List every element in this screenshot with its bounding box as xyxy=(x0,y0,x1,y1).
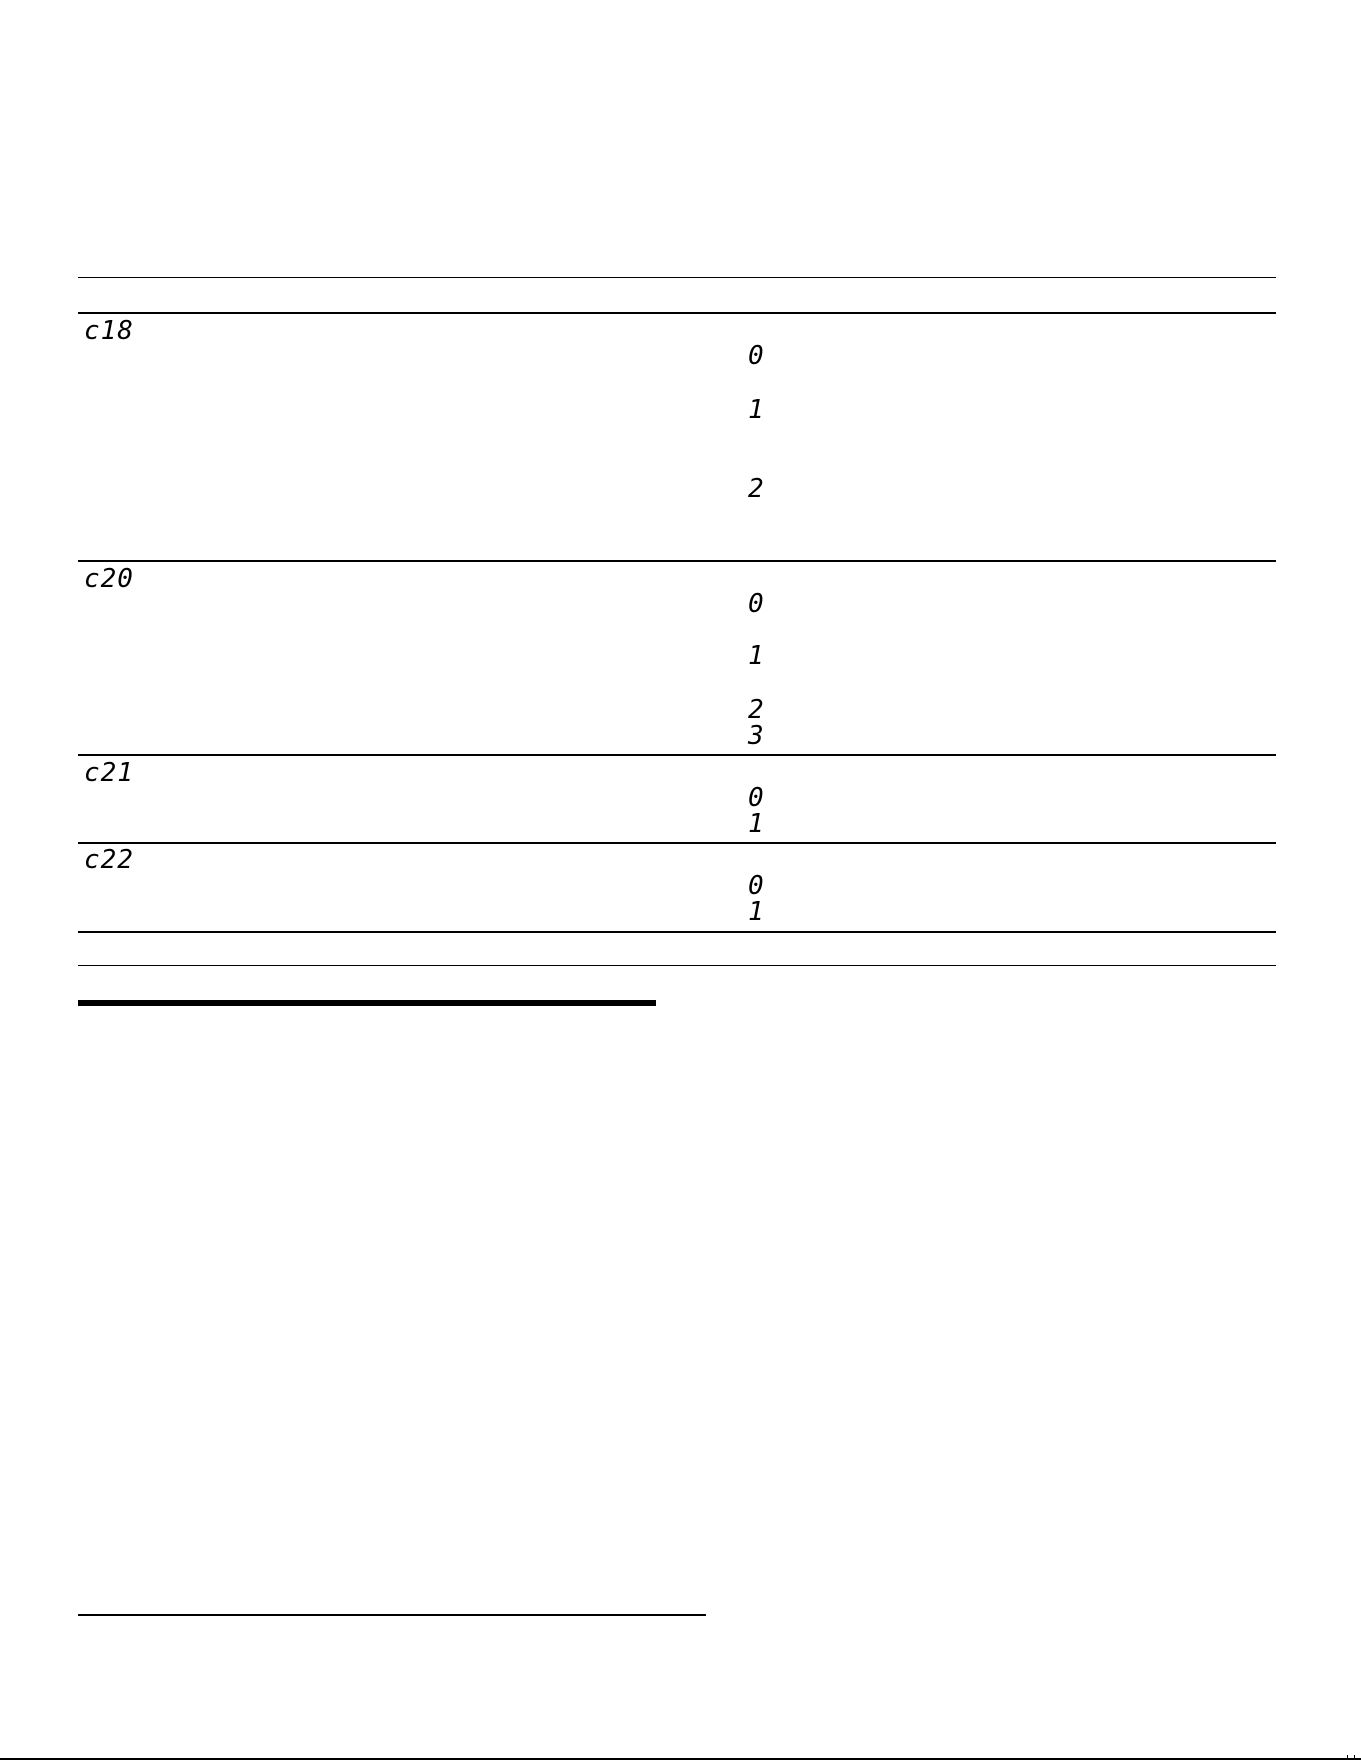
section-heading-bar xyxy=(78,1000,656,1006)
setting-value: 1 xyxy=(748,641,765,671)
table-top-rule xyxy=(78,277,1276,278)
setting-value: 0 xyxy=(748,783,765,813)
row-divider xyxy=(78,842,1276,844)
setting-value: 1 xyxy=(748,395,765,425)
footnote-rule xyxy=(78,1614,706,1616)
table-header-rule xyxy=(78,312,1276,314)
row-divider xyxy=(78,931,1276,933)
row-divider xyxy=(78,754,1276,756)
row-divider xyxy=(78,560,1276,562)
setting-value: 2 xyxy=(748,695,765,725)
table-bottom-rule xyxy=(78,965,1276,966)
setting-value: 3 xyxy=(748,721,765,751)
setting-value: 1 xyxy=(748,897,765,927)
setting-code: c22 xyxy=(84,845,134,875)
setting-value: 0 xyxy=(748,341,765,371)
setting-code: c21 xyxy=(84,758,134,788)
setting-code: c20 xyxy=(84,564,134,594)
corner-mark xyxy=(1347,1755,1355,1759)
setting-value: 1 xyxy=(748,809,765,839)
setting-value: 0 xyxy=(748,871,765,901)
page-bottom-rule xyxy=(0,1758,1361,1760)
setting-value: 0 xyxy=(748,589,765,619)
setting-code: c18 xyxy=(84,316,134,346)
setting-value: 2 xyxy=(748,474,765,504)
